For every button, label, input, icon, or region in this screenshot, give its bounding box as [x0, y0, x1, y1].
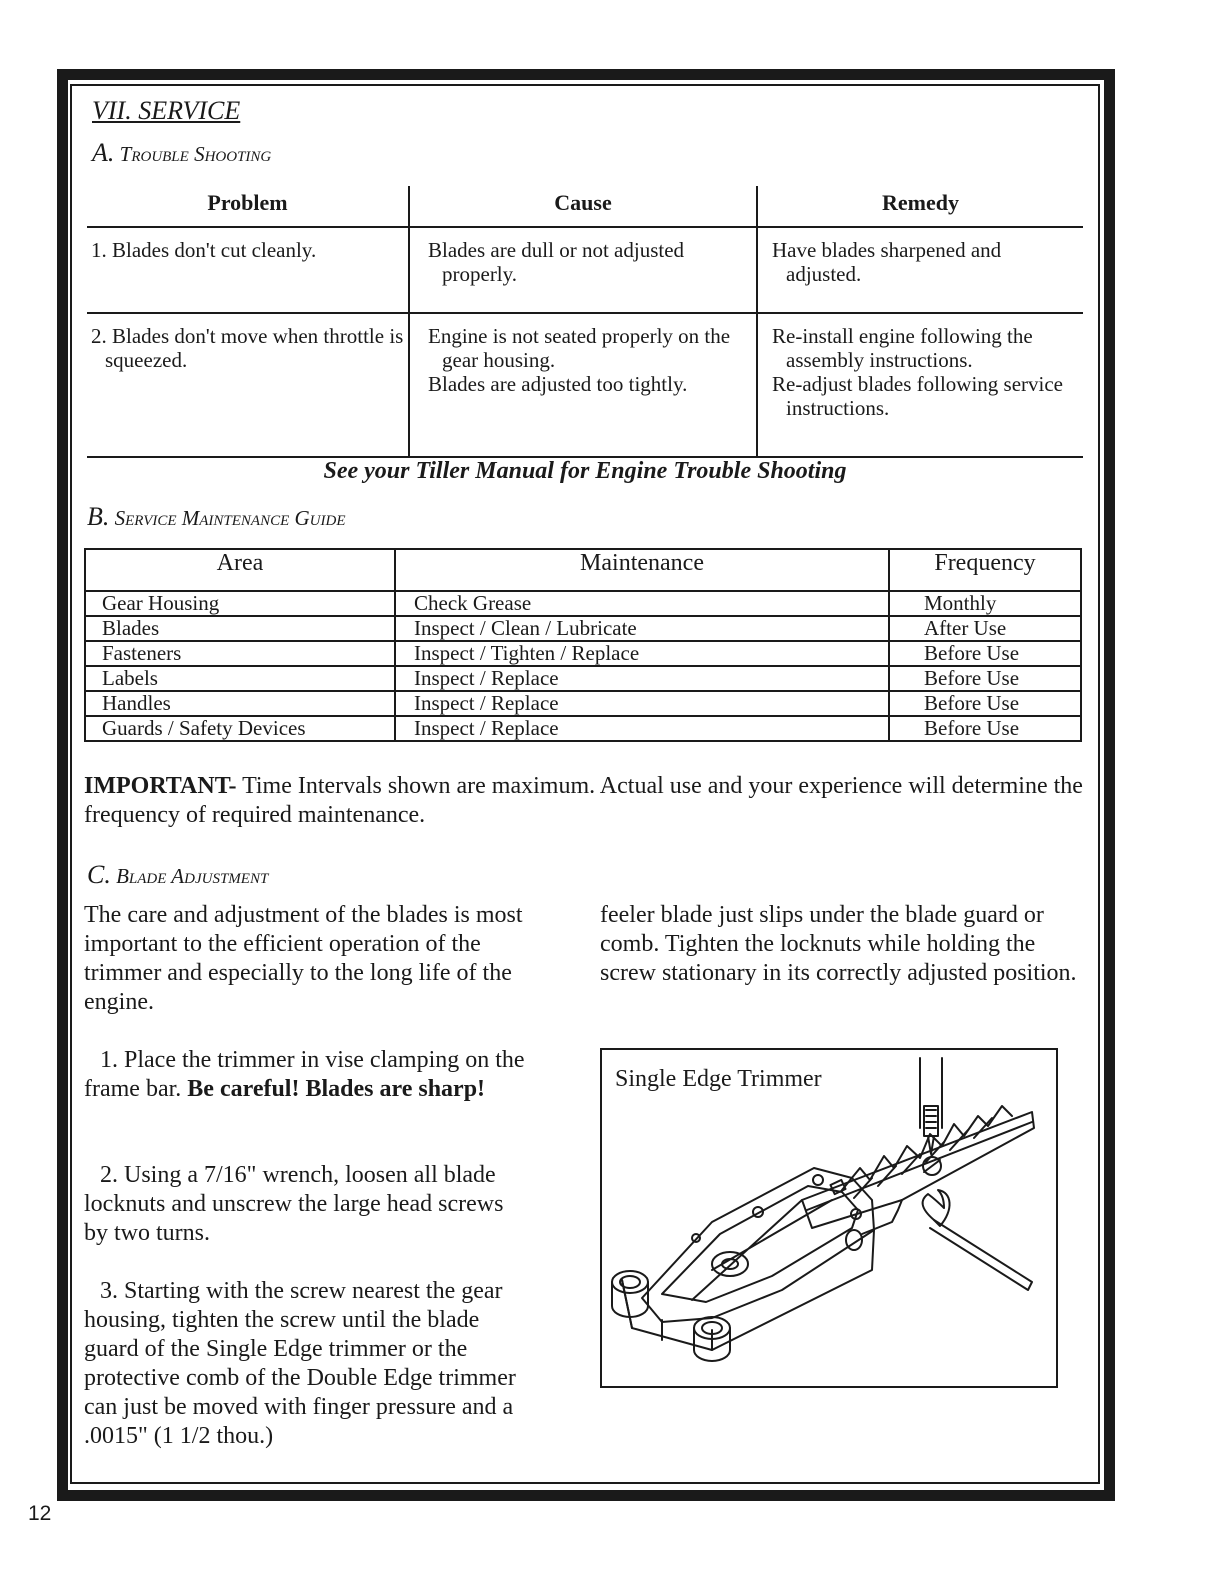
- subsection-b-title: Service Maintenance Guide: [114, 506, 346, 530]
- table-row: [85, 666, 1081, 691]
- maintenance-header-row: [85, 549, 1081, 591]
- subsection-a-letter: A.: [92, 138, 115, 167]
- table-row: [85, 716, 1081, 741]
- frequency-cell: Monthly: [889, 591, 1081, 616]
- header-frequency: Frequency: [889, 549, 1081, 591]
- table-row: [85, 641, 1081, 666]
- area-cell: Fasteners: [85, 641, 395, 666]
- maintenance-cell: Inspect / Replace: [395, 666, 889, 691]
- frequency-cell: Before Use: [889, 641, 1081, 666]
- header-remedy: Remedy: [882, 190, 959, 215]
- area-cell: Gear Housing: [85, 591, 395, 616]
- important-notice: [84, 772, 1084, 830]
- maintenance-cell: Inspect / Clean / Lubricate: [395, 616, 889, 641]
- important-label: IMPORTANT-: [84, 773, 237, 799]
- maintenance-cell: Inspect / Replace: [395, 691, 889, 716]
- table-row: [85, 591, 1081, 616]
- header-area: Area: [85, 549, 395, 591]
- figure-label: Single Edge Trimmer: [615, 1066, 822, 1092]
- subsection-c-letter: C.: [87, 860, 111, 889]
- cause-cell: Blades are adjusted too tightly.: [428, 372, 688, 396]
- blade-intro-paragraph: The care and adjustment of the blades is most important to the efficient operation of the trimmer and especially to the long life of the engine.: [84, 902, 523, 1015]
- page-number: 12: [28, 1502, 52, 1525]
- important-text: Time Intervals shown are maximum. Actual use and your experience will determine the frequency of required maintenance.: [84, 773, 1083, 828]
- area-cell: Guards / Safety Devices: [85, 716, 395, 741]
- header-cause: Cause: [410, 186, 758, 226]
- single-edge-trimmer-illustration: [602, 1050, 1056, 1386]
- table-row: [87, 314, 1083, 458]
- frequency-cell: Before Use: [889, 716, 1081, 741]
- blade-step-2: 2. Using a 7/16" wrench, loosen all blade locknuts and unscrew the large head screws by two turns.: [84, 1162, 504, 1246]
- table-row: [85, 691, 1081, 716]
- engine-manual-note: See your Tiller Manual for Engine Trouble Shooting: [323, 458, 847, 484]
- cause-cell: Blades are dull or not adjusted properly.: [428, 238, 685, 286]
- step-1-text: 1. Place the trimmer in vise clamping on the frame bar.: [84, 1047, 525, 1102]
- remedy-cell: Re-install engine following the assembly instructions.: [772, 324, 1033, 372]
- subsection-a-title: Trouble Shooting: [119, 142, 272, 166]
- subsection-b-heading: [87, 502, 346, 532]
- frequency-cell: After Use: [889, 616, 1081, 641]
- problem-cell: 2. Blades don't move when throttle is squeezed.: [91, 324, 404, 372]
- remedy-cell: Re-adjust blades following service instructions.: [772, 372, 1064, 420]
- problem-cell: 1. Blades don't cut cleanly.: [91, 238, 317, 262]
- remedy-cell: Have blades sharpened and adjusted.: [772, 238, 1002, 286]
- section-title: VII. SERVICE: [92, 96, 241, 125]
- maintenance-cell: Check Grease: [395, 591, 889, 616]
- subsection-c-title: Blade Adjustment: [116, 864, 269, 888]
- area-cell: Blades: [85, 616, 395, 641]
- area-cell: Handles: [85, 691, 395, 716]
- table-row: [85, 616, 1081, 641]
- step-1-warning: Be careful! Blades are sharp!: [187, 1076, 486, 1102]
- area-cell: Labels: [85, 666, 395, 691]
- blade-step-3: 3. Starting with the screw nearest the gear housing, tighten the screw until the blade guard of the Single Edge trimmer or the protective comb of the Double Edge trimmer can just be moved with finger pressure and a .0015" (1 1/2 thou.): [84, 1278, 516, 1449]
- maintenance-cell: Inspect / Tighten / Replace: [395, 641, 889, 666]
- blade-step-1: [84, 1046, 532, 1104]
- subsection-c-heading: [87, 860, 268, 890]
- header-maintenance: Maintenance: [395, 549, 889, 591]
- header-problem: Problem: [87, 186, 410, 226]
- blade-step-3-continued: feeler blade just slips under the blade guard or comb. Tighten the locknuts while holding the screw stationary in its correctly adjusted position.: [600, 902, 1077, 986]
- table-row: [87, 228, 1083, 314]
- troubleshooting-table: [87, 186, 1083, 458]
- subsection-a-heading: [92, 138, 271, 168]
- frequency-cell: Before Use: [889, 691, 1081, 716]
- maintenance-table: [84, 548, 1082, 742]
- cause-cell: Engine is not seated properly on the gear housing.: [428, 324, 731, 372]
- troubleshooting-header-row: [87, 186, 1083, 228]
- frequency-cell: Before Use: [889, 666, 1081, 691]
- maintenance-cell: Inspect / Replace: [395, 716, 889, 741]
- subsection-b-letter: B.: [87, 502, 110, 531]
